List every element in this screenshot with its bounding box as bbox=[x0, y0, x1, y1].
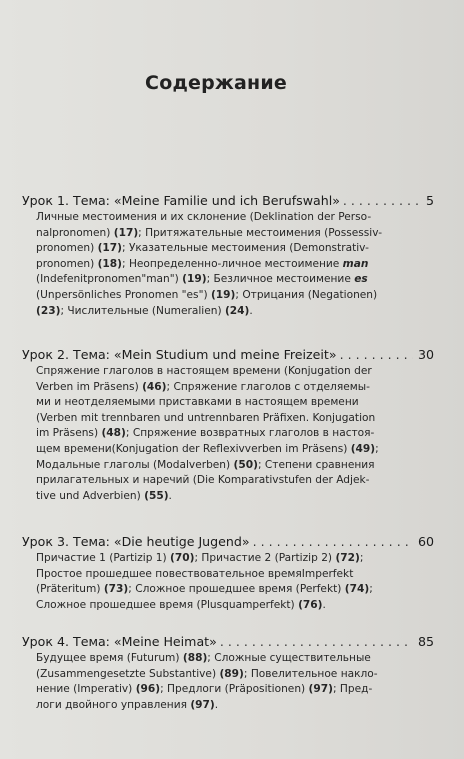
topic-line bbox=[36, 257, 434, 273]
lesson-title: Урок 1. Тема: «Meine Familie und ich Berufswahl» bbox=[22, 193, 340, 208]
topic-line bbox=[36, 395, 434, 411]
topic-text: ; Безличное местоимение bbox=[206, 273, 355, 286]
topic-text: ; bbox=[359, 552, 364, 564]
lesson-heading bbox=[22, 633, 434, 651]
lesson-topics bbox=[22, 551, 434, 613]
page-ref: (50) bbox=[233, 458, 258, 471]
lesson-title: Урок 4. Тема: «Meine Heimat» bbox=[22, 634, 217, 649]
page-title: Содержание bbox=[145, 72, 287, 94]
topic-line bbox=[36, 411, 434, 427]
topic-text: Verben im Präsens) bbox=[36, 380, 143, 393]
page-ref: (19) bbox=[210, 288, 236, 301]
topic-text: tive und Adverbien) bbox=[36, 489, 145, 502]
topic-text: ; Повелительное накло- bbox=[243, 667, 378, 680]
topic-text: ; Причастие 2 (Partizip 2) bbox=[194, 552, 336, 564]
lesson-page-number: 5 bbox=[425, 193, 434, 208]
topic-text: (Verben mit trennbaren und untrennbaren Präfixen. Konjugation bbox=[36, 411, 376, 424]
page-ref: man bbox=[342, 257, 369, 270]
topic-text: ; bbox=[375, 442, 379, 455]
topic-text: Личные местоимения и их склонение (Deklination der Perso- bbox=[36, 211, 372, 223]
topic-text: (Zusammengesetzte Substantive) bbox=[36, 667, 220, 680]
page-ref: (23) bbox=[36, 304, 61, 317]
topic-line bbox=[36, 426, 434, 442]
page-ref: (17) bbox=[113, 226, 139, 239]
topic-text: ; bbox=[369, 583, 373, 596]
topic-text: (Unpersönliches Pronomen "es") bbox=[36, 288, 211, 301]
topic-text: Модальные глаголы (Modalverben) bbox=[36, 458, 234, 471]
lesson-heading bbox=[22, 533, 434, 551]
topic-line bbox=[36, 598, 434, 614]
topic-line bbox=[36, 380, 434, 396]
toc-lesson-2 bbox=[22, 346, 434, 504]
topic-text: ; Спряжение глаголов с отделяемы- bbox=[166, 380, 370, 393]
topic-line bbox=[36, 551, 434, 567]
topic-text: (Präteritum) bbox=[36, 583, 104, 596]
lesson-topics bbox=[22, 210, 434, 319]
topic-text: . bbox=[249, 304, 253, 317]
page-ref: (19) bbox=[182, 273, 207, 286]
lesson-title: Урок 3. Тема: «Die heutige Jugend» bbox=[22, 534, 250, 549]
topic-text: pronomen) bbox=[36, 257, 98, 270]
toc-lesson-4 bbox=[22, 633, 434, 713]
topic-text: . bbox=[322, 598, 326, 611]
topic-line bbox=[36, 682, 434, 698]
page-ref: (48) bbox=[101, 427, 126, 440]
lesson-title: Урок 2. Тема: «Mein Studium und meine Freizeit» bbox=[22, 347, 337, 362]
topic-text: ; Неопределенно-личное местоимение bbox=[122, 257, 343, 270]
topic-line bbox=[36, 667, 434, 683]
dot-leader bbox=[343, 192, 421, 210]
topic-text: ; Сложные существительные bbox=[207, 652, 371, 664]
lesson-heading bbox=[22, 346, 434, 364]
page-ref: (73) bbox=[103, 583, 129, 596]
topic-text: нение (Imperativ) bbox=[36, 683, 136, 696]
page-ref: (96) bbox=[135, 683, 161, 696]
topic-line bbox=[36, 582, 434, 598]
dot-leader bbox=[253, 533, 413, 551]
topic-text: ; Сложное прошедшее время (Perfekt) bbox=[128, 583, 345, 596]
topic-line bbox=[36, 210, 434, 226]
lesson-heading bbox=[22, 192, 434, 210]
topic-line bbox=[36, 226, 434, 242]
topic-line bbox=[36, 458, 434, 474]
page-ref: (72) bbox=[335, 552, 360, 564]
topic-line bbox=[36, 304, 434, 320]
page-ref: (18) bbox=[97, 257, 123, 270]
topic-text: pronomen) bbox=[36, 242, 98, 255]
lesson-topics bbox=[22, 364, 434, 504]
topic-text: im Präsens) bbox=[36, 427, 102, 440]
topic-line bbox=[36, 272, 434, 288]
topic-text: щем времени(Konjugation der Reflexivverben im Präsens) bbox=[36, 442, 351, 455]
topic-text: (Indefenitpronomen"man") bbox=[36, 273, 183, 286]
topic-text: Будущее время (Futurum) bbox=[36, 652, 183, 664]
toc-lesson-1 bbox=[22, 192, 434, 319]
topic-line bbox=[36, 241, 434, 257]
topic-line bbox=[36, 567, 434, 583]
topic-line bbox=[36, 473, 434, 489]
toc-lesson-3 bbox=[22, 533, 434, 613]
page-ref: (70) bbox=[170, 552, 195, 564]
dot-leader bbox=[220, 633, 413, 651]
topic-line bbox=[36, 364, 434, 380]
lesson-page-number: 85 bbox=[417, 634, 434, 649]
topic-text: ; Предлоги (Präpositionen) bbox=[160, 683, 309, 696]
lesson-page-number: 30 bbox=[417, 347, 434, 362]
page-ref: (17) bbox=[97, 242, 123, 255]
topic-text: ; Пред- bbox=[332, 683, 373, 696]
page-ref: es bbox=[354, 273, 368, 286]
dot-leader bbox=[340, 346, 413, 364]
page-ref: (97) bbox=[308, 683, 333, 696]
topic-text: Причастие 1 (Partizip 1) bbox=[36, 552, 171, 564]
lesson-topics bbox=[22, 651, 434, 713]
topic-text: . bbox=[168, 489, 172, 502]
topic-text: . bbox=[214, 698, 219, 711]
page-ref: (74) bbox=[344, 583, 370, 596]
page-ref: (46) bbox=[142, 380, 167, 393]
page-ref: (49) bbox=[350, 442, 376, 455]
topic-text: логи двойного управления bbox=[36, 698, 191, 711]
topic-line bbox=[36, 288, 434, 304]
topic-line bbox=[36, 442, 434, 458]
page-ref: (88) bbox=[182, 652, 208, 664]
topic-text: ми и неотделяемыми приставками в настоящем времени bbox=[36, 396, 359, 409]
topic-text: прилагательных и наречий (Die Komparativstufen der Adjek- bbox=[36, 474, 370, 487]
page-ref: (89) bbox=[219, 667, 244, 680]
topic-text: ; Спряжение возвратных глаголов в настоя- bbox=[125, 427, 375, 440]
topic-line bbox=[36, 651, 434, 667]
topic-text: ; Притяжательные местоимения (Possessiv- bbox=[138, 226, 383, 239]
topic-text: ; Числительные (Numeralien) bbox=[60, 304, 225, 317]
topic-text: nalpronomen) bbox=[36, 226, 114, 239]
page-ref: (76) bbox=[298, 598, 323, 611]
topic-text: Спряжение глаголов в настоящем времени (Konjugation der bbox=[36, 365, 372, 377]
page-ref: (24) bbox=[224, 304, 250, 317]
topic-text: ; Степени сравнения bbox=[257, 458, 375, 471]
topic-line bbox=[36, 698, 434, 714]
page-ref: (97) bbox=[190, 698, 215, 711]
topic-line bbox=[36, 489, 434, 505]
topic-text: Сложное прошедшее время (Plusquamperfekt) bbox=[36, 598, 299, 611]
page-ref: (55) bbox=[144, 489, 169, 502]
lesson-page-number: 60 bbox=[417, 534, 434, 549]
topic-text: Простое прошедшее повествовательное времяImperfekt bbox=[36, 567, 354, 580]
topic-text: ; Указательные местоимения (Demonstrativ- bbox=[122, 242, 369, 255]
topic-text: ; Отрицания (Negationen) bbox=[235, 288, 378, 301]
